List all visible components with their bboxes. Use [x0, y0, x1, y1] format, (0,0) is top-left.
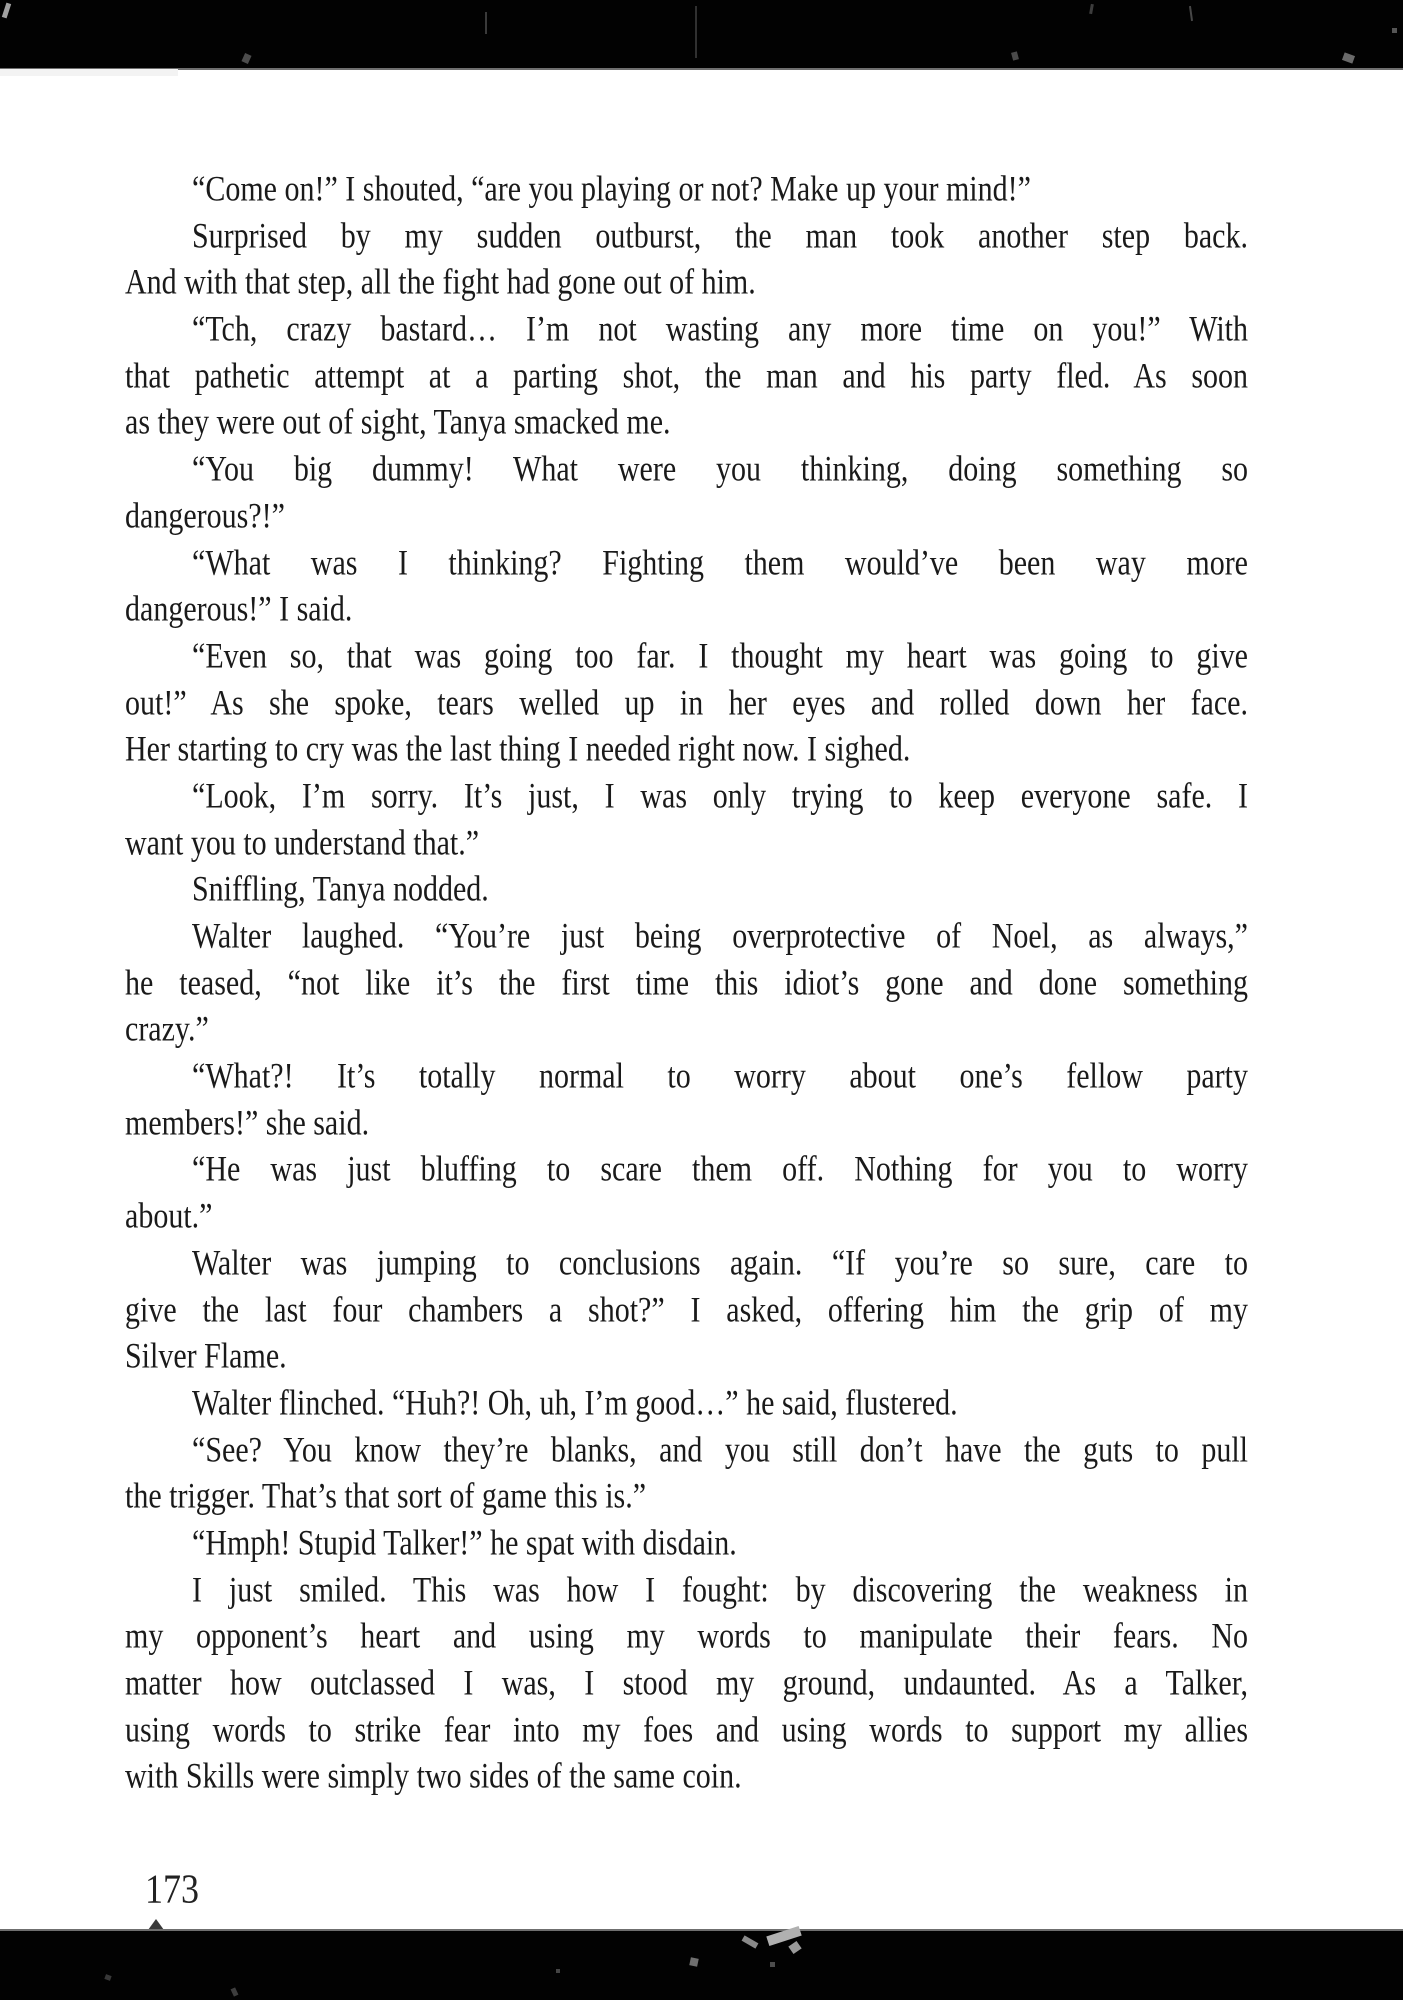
scan-noise [695, 6, 697, 58]
paragraph [125, 634, 1248, 774]
text-line: Walter laughed. “You’re just being overprotective of Noel, as always,” [192, 916, 1248, 957]
text-line: “Hmph! Stupid Talker!” he spat with disdain. [192, 1523, 737, 1564]
text-line: “He was just bluffing to scare them off. Nothing for you to worry [192, 1149, 1248, 1190]
bottom-black-bar [0, 1929, 1403, 2000]
text-line: Surprised by my sudden outburst, the man took another step back. [192, 216, 1248, 256]
text-line: dangerous!” I said. [125, 589, 353, 630]
text-line: “Look, I’m sorry. It’s just, I was only trying to keep everyone safe. I [192, 776, 1248, 817]
scan-noise [2, 3, 11, 19]
scan-noise [1189, 6, 1193, 21]
paragraph [125, 914, 1248, 1054]
scan-noise [1089, 4, 1094, 14]
text-line: as they were out of sight, Tanya smacked me. [125, 402, 671, 443]
text-line: my opponent’s heart and using my words to manipulate their fears. No [125, 1616, 1248, 1657]
paragraph [125, 167, 1248, 214]
text-line: using words to strike fear into my foes and using words to support my allies [125, 1710, 1248, 1750]
text-line: Her starting to cry was the last thing I needed right now. I sighed. [125, 729, 911, 770]
paragraph [125, 867, 1248, 914]
paragraph [125, 307, 1248, 447]
paragraph [125, 1054, 1248, 1147]
text-line: out!” As she spoke, tears welled up in her eyes and rolled down her face. [125, 683, 1248, 723]
page-text [125, 167, 1248, 1801]
scan-noise [1342, 52, 1355, 63]
top-black-bar [0, 0, 1403, 70]
text-line: that pathetic attempt at a parting shot, the man and his party fled. As soon [125, 356, 1248, 396]
scan-noise [556, 1969, 560, 1973]
paragraph [125, 1568, 1248, 1801]
paragraph [125, 1241, 1248, 1381]
paragraph [125, 774, 1248, 867]
scan-noise [104, 1974, 111, 1981]
text-line: dangerous?!” [125, 496, 285, 536]
text-line: “Come on!” I shouted, “are you playing or not? Make up your mind!” [192, 169, 1031, 210]
text-line: Walter was jumping to conclusions again. “If you’re so sure, care to [192, 1243, 1248, 1283]
scan-noise [1011, 51, 1019, 60]
text-line: the trigger. That’s that sort of game this is.” [125, 1476, 647, 1517]
scan-noise [788, 1941, 801, 1954]
text-line: Sniffling, Tanya nodded. [192, 869, 489, 910]
text-line: I just smiled. This was how I fought: by discovering the weakness in [192, 1570, 1248, 1610]
paragraph [125, 1521, 1248, 1568]
text-line: give the last four chambers a shot?” I asked, offering him the grip of my [125, 1290, 1248, 1330]
text-line: “You big dummy! What were you thinking, doing something so [192, 449, 1248, 490]
text-line: he teased, “not like it’s the first time this idiot’s gone and done something [125, 963, 1248, 1003]
scan-noise [1392, 28, 1397, 33]
text-line: about.” [125, 1196, 213, 1237]
text-line: “See? You know they’re blanks, and you still don’t have the guts to pull [192, 1430, 1248, 1470]
text-line: matter how outclassed I was, I stood my ground, undaunted. As a Talker, [125, 1663, 1248, 1704]
scan-noise [241, 53, 251, 64]
paragraph [125, 1381, 1248, 1428]
text-line: members!” she said. [125, 1103, 370, 1143]
text-line: with Skills were simply two sides of the same coin. [125, 1756, 742, 1797]
text-line: “What?! It’s totally normal to worry about one’s fellow party [192, 1056, 1248, 1097]
text-line: And with that step, all the fight had gone out of him. [125, 262, 756, 303]
text-line: crazy.” [125, 1009, 209, 1050]
scan-noise [689, 1957, 698, 1966]
paragraph [125, 541, 1248, 634]
paragraph [125, 1147, 1248, 1240]
paragraph [125, 214, 1248, 307]
paragraph [125, 1428, 1248, 1521]
page-number: 173 [145, 1865, 199, 1912]
text-line: want you to understand that.” [125, 823, 480, 863]
text-line: “Tch, crazy bastard… I’m not wasting any more time on you!” With [192, 309, 1248, 350]
scan-noise [485, 12, 487, 34]
text-line: Walter flinched. “Huh?! Oh, uh, I’m good…” he said, flustered. [192, 1383, 958, 1424]
text-line: Silver Flame. [125, 1336, 287, 1377]
text-line: “What was I thinking? Fighting them would’ve been way more [192, 543, 1248, 583]
text-line: “Even so, that was going too far. I thought my heart was going to give [192, 636, 1248, 677]
scan-noise [742, 1935, 759, 1948]
scan-noise [770, 1962, 775, 1967]
paragraph [125, 447, 1248, 540]
scan-artifact [0, 69, 178, 76]
scan-noise [231, 1987, 239, 1996]
